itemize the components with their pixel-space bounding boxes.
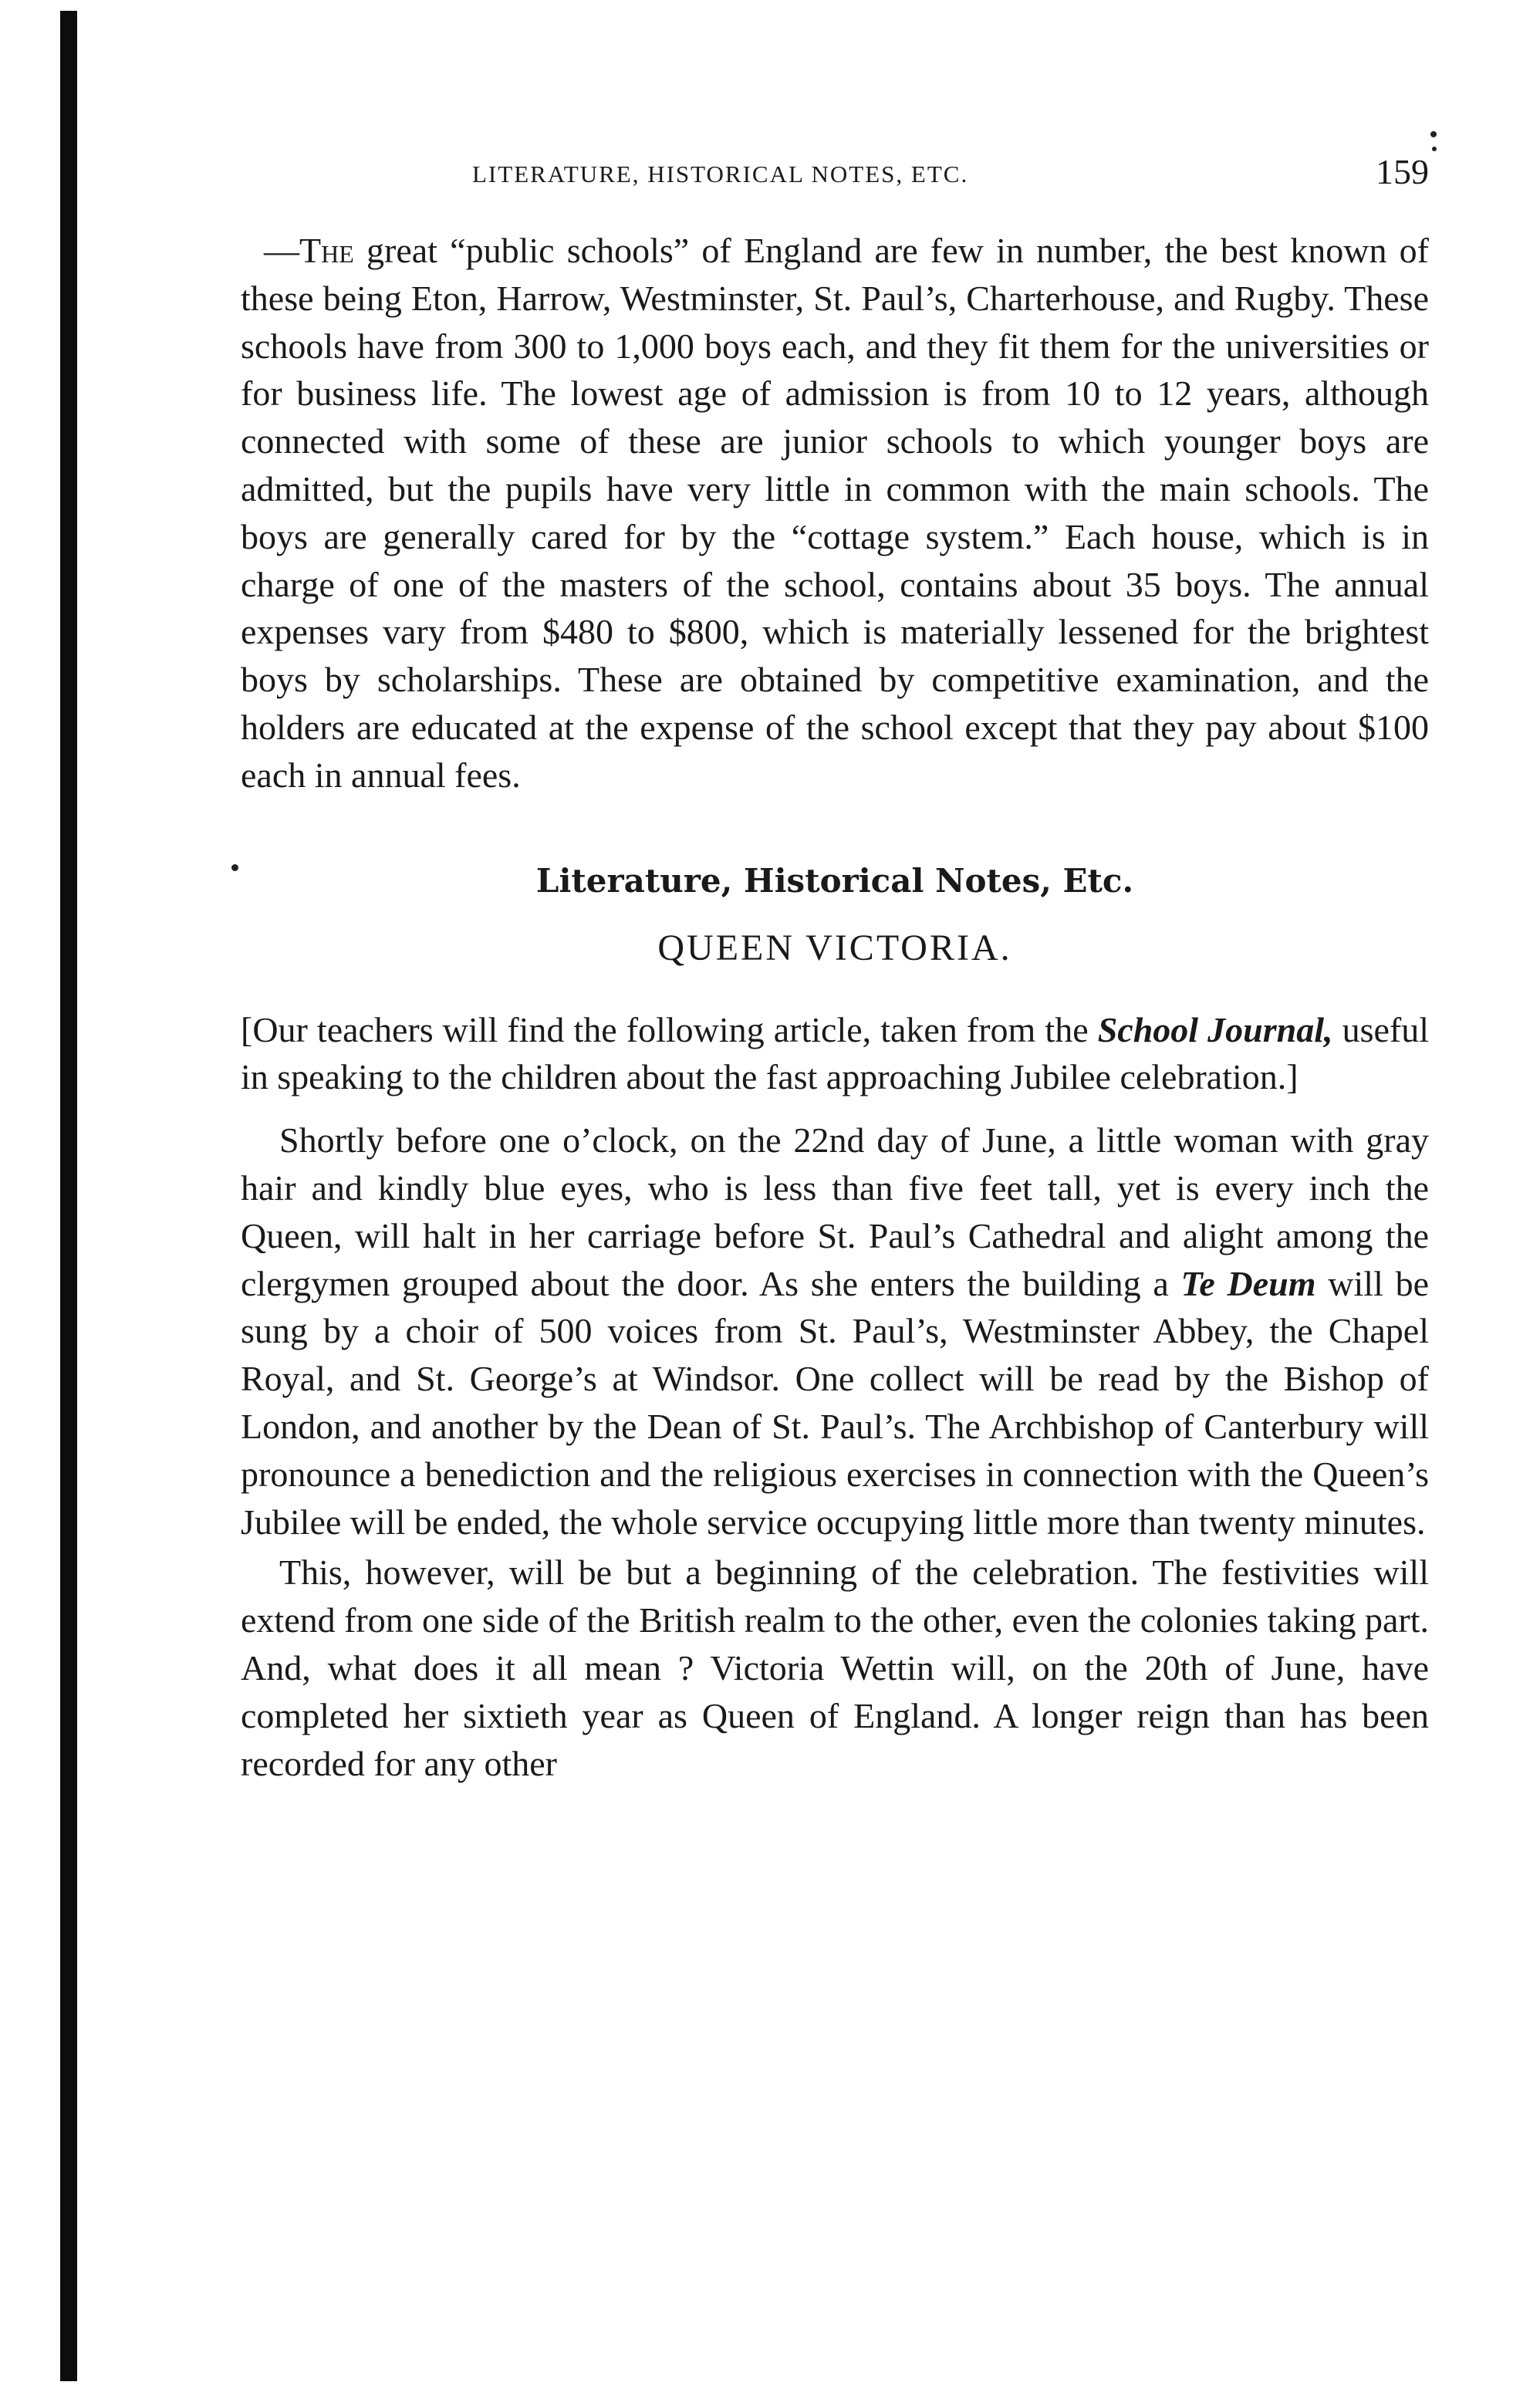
scan-speck xyxy=(1430,131,1437,137)
journal-name: School Journal, xyxy=(1097,1009,1333,1049)
scan-speck xyxy=(1432,147,1437,151)
page-number: 159 xyxy=(1376,152,1429,191)
section-heading: Literature, Historical Notes, Etc. xyxy=(535,861,1134,900)
hymn-name: Te Deum xyxy=(1180,1263,1316,1303)
public-schools-paragraph xyxy=(241,227,1429,799)
running-head-title: LITERATURE, HISTORICAL NOTES, ETC. xyxy=(472,160,969,188)
running-head xyxy=(241,151,1429,198)
article-paragraph-2: This, however, will be but a beginning of the celebration. The festivities will extend from one side of the British realm to the other, even the colonies taking part. And, what does it all mean ? Victoria Wettin will, on the 20th of June, have completed her sixtieth year as Queen of England. A longer reign than has been recorded for any other xyxy=(241,1552,1429,1783)
scan-binding-edge xyxy=(60,11,77,2381)
paragraph-text: Shortly before one o’clock, on the 22nd day of June, a little woman with gray hair and kindly blue eyes, who is less than five feet tall, yet is every inch the Queen, will halt in her carriage before St. Paul’s Cathedral and alight among the clergymen grouped about the door. As she enters the building a xyxy=(241,1120,1429,1303)
article-title: QUEEN VICTORIA. xyxy=(657,927,1012,968)
editor-note-text: [Our teachers will find the following article, taken from the xyxy=(241,1009,1089,1049)
scan-speck xyxy=(231,864,238,871)
editor-note-text: useful in speaking to the children about the fast approaching Jubilee celebration.] xyxy=(241,1009,1430,1097)
paragraph-lead: —The xyxy=(264,231,354,270)
article-paragraph-1 xyxy=(241,1117,1429,1546)
paragraph-text: great “public schools” of England are few in number, the best known of these being Eton, Harrow, Westminster, St. Paul’s, Charterhouse, and Rugby. These schools have from 300 to 1,000 boys each, and they fit them for the universities or for business life. The lowest age of admission is from 10 to 12 years, although connected with some of these are junior schools to which younger boys are admitted, but the pupils have very little in common with the main schools. The boys are generally cared for by the “cottage system.” Each house, which is in charge of one of the masters of the school, contains about 35 boys. The annual expenses vary from $480 to $800, which is materially lessened for the brightest boys by scholarships. These are obtained by competitive examination, and the holders are educated at the expense of the school except that they pay about $100 each in annual fees. xyxy=(241,231,1429,795)
paragraph-text: will be sung by a choir of 500 voices from St. Paul’s, Westminster Abbey, the Chapel Royal, and St. George’s at Windsor. One collect will be read by the Bishop of London, and another by the Dean of St. Paul’s. The Archbishop of Canterbury will pronounce a benediction and the religious exercises in connection with the Queen’s Jubilee will be ended, the whole service occupying little more than twenty minutes. xyxy=(241,1263,1430,1542)
page-content xyxy=(241,151,1429,1787)
editor-note xyxy=(241,1006,1429,1102)
